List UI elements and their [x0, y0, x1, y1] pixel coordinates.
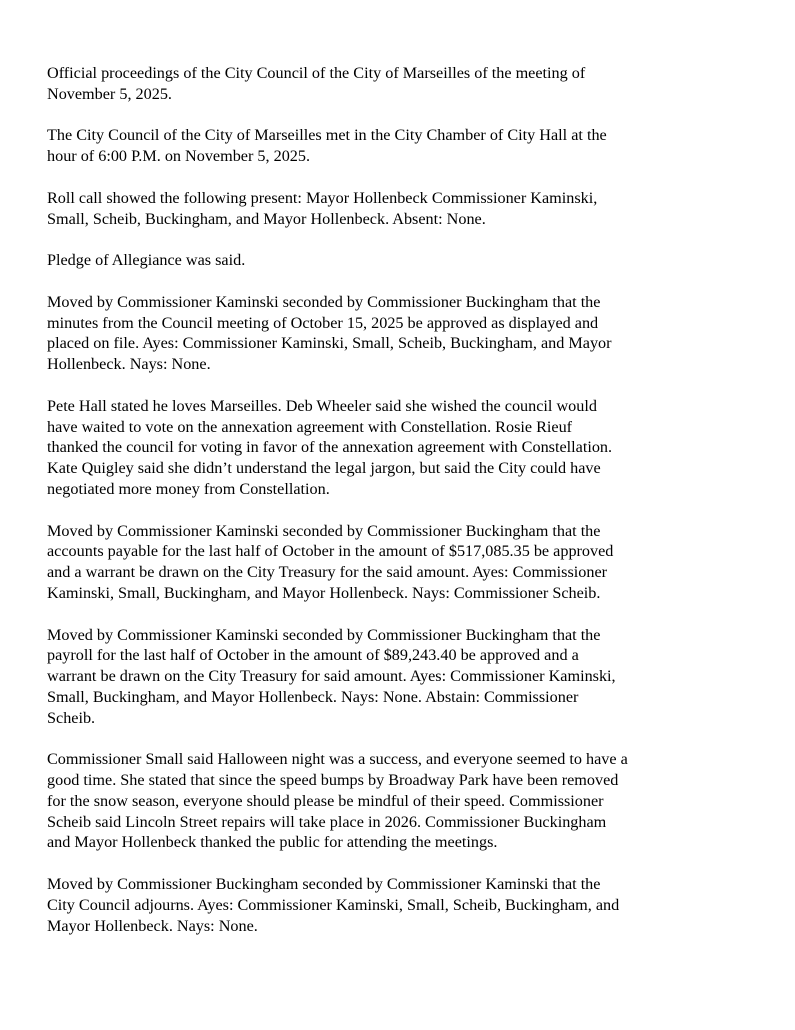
payroll-paragraph: Moved by Commissioner Kaminski seconded by Commissioner Buckingham that the payroll for the last half of October in the amount of $89,243.40 be approved and a warrant be drawn on the City Treasury for said amount. Ayes: Commissioner Kaminski, Small, Buckingham, and Mayor Hollenbeck. Nays: None. Abstain: Commissioner Scheib.: [47, 625, 616, 727]
meeting-location-paragraph: The City Council of the City of Marseilles met in the City Chamber of City Hall at the hour of 6:00 P.M. on November 5, 2025.: [47, 126, 607, 166]
accounts-payable-paragraph: Moved by Commissioner Kaminski seconded by Commissioner Buckingham that the accounts payable for the last half of October in the amount of $517,085.35 be approved and a warrant be drawn on the City Treasury for the said amount. Ayes: Commissioner Kaminski, Small, Buckingham, and Mayor Hollenbeck. Nays: Commissioner Scheib.: [47, 521, 614, 602]
minutes-approval-paragraph: Moved by Commissioner Kaminski seconded by Commissioner Buckingham that the minutes from the Council meeting of October 15, 2025 be approved as displayed and placed on file. Ayes: Commissioner Kaminski, Small, Scheib, Buckingham, and Mayor Hollenbeck. Nays: None.: [47, 292, 612, 374]
pledge-paragraph: Pledge of Allegiance was said.: [47, 251, 246, 270]
public-comment-paragraph: Pete Hall stated he loves Marseilles. Deb Wheeler said she wished the council would have waited to vote on the annexation agreement with Constellation. Rosie Rieuf thanked the council for voting in favor of the annexation agreement with Constellation. Kate Quigley said she didn’t understand the legal jargon, but said the City could have negotiated more money from Constellation.: [47, 396, 613, 498]
intro-paragraph: Official proceedings of the City Council of the City of Marseilles of the meeting of November 5, 2025.: [47, 64, 586, 103]
commissioner-reports-paragraph: Commissioner Small said Halloween night was a success, and everyone seemed to have a good time. She stated that since the speed bumps by Broadway Park have been removed for the snow season, everyone should please be mindful of their speed. Commissioner Scheib said Lincoln Street repairs will take place in 2026. Commissioner Buckingham and Mayor Hollenbeck thanked the public for attending the meetings.: [47, 750, 628, 852]
roll-call-paragraph: Roll call showed the following present: Mayor Hollenbeck Commissioner Kaminski, Small, Scheib, Buckingham, and Mayor Hollenbeck. Absent: None.: [47, 188, 598, 228]
document-page: [47, 63, 767, 957]
adjournment-paragraph: Moved by Commissioner Buckingham seconded by Commissioner Kaminski that the City Council adjourns. Ayes: Commissioner Kaminski, Small, Scheib, Buckingham, and Mayor Hollenbeck. Nays: None.: [47, 875, 620, 935]
